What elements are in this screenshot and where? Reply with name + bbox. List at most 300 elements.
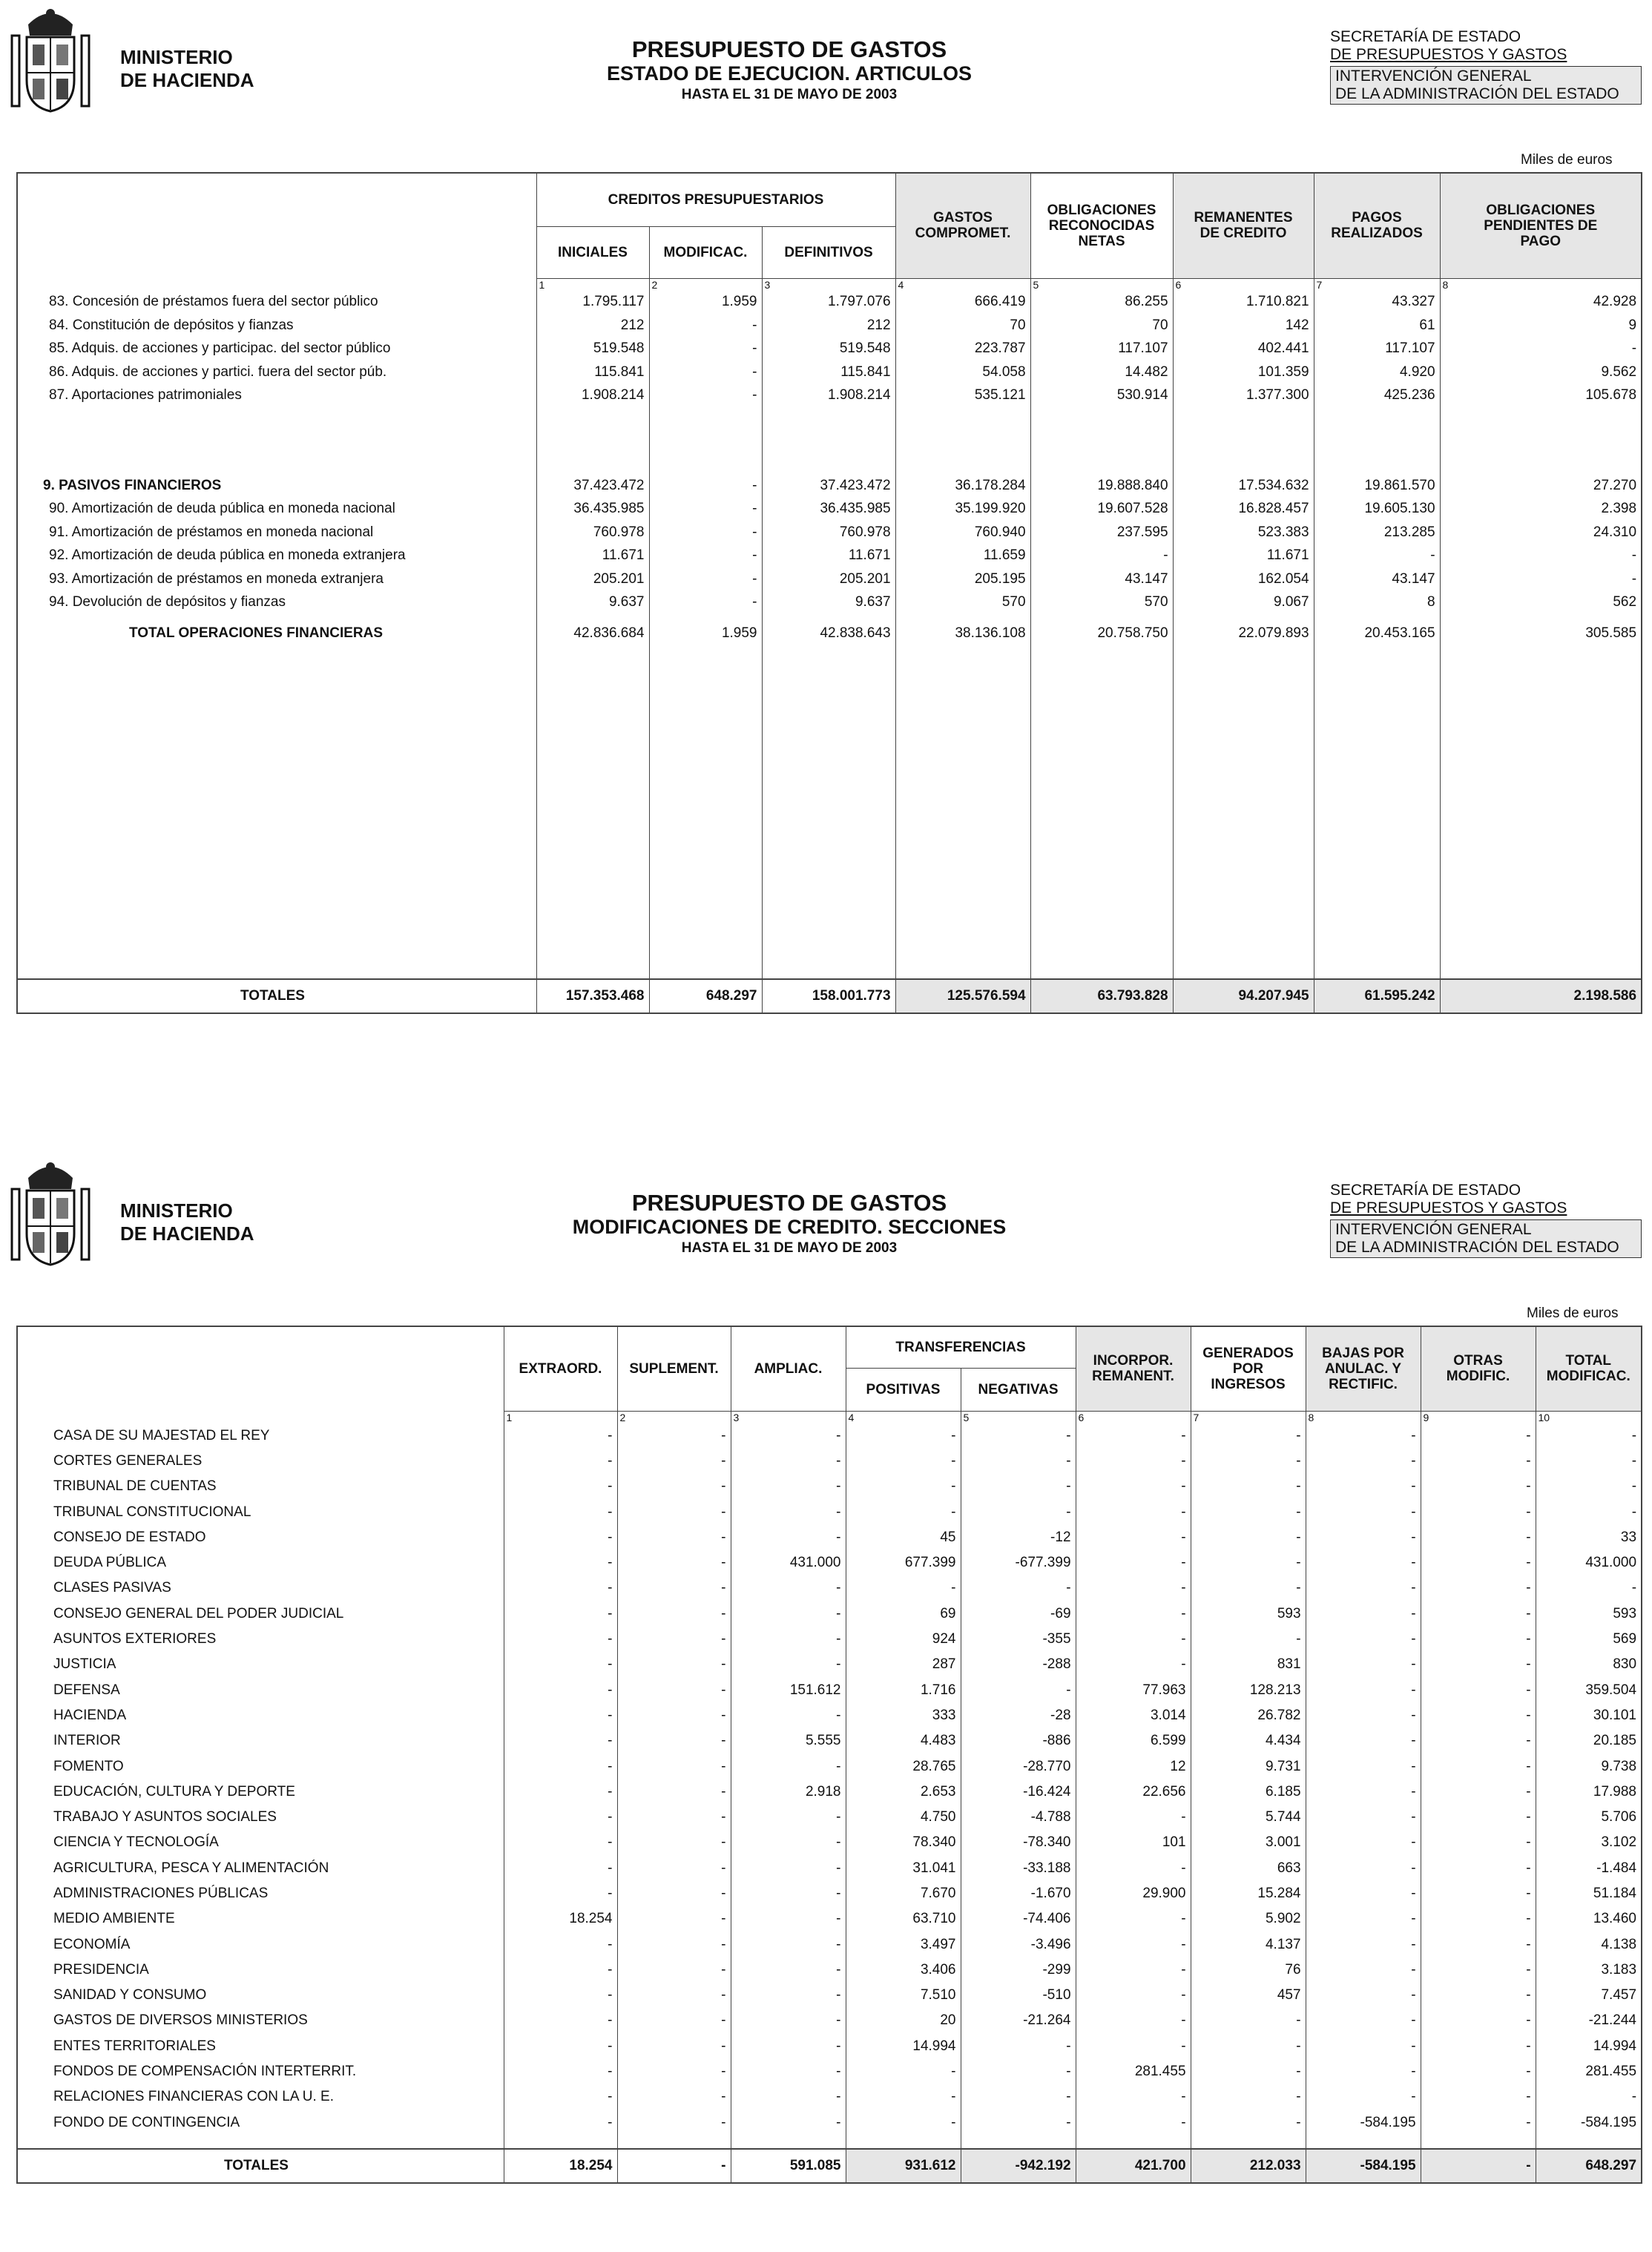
cell-value: 24.310 <box>1440 521 1642 544</box>
header-suplement: SUPLEMENT. <box>617 1326 731 1411</box>
table-row <box>17 1627 1642 1652</box>
cell-value: 457 <box>1191 1983 1306 2008</box>
cell-value: - <box>504 1881 617 1906</box>
header-modificac: MODIFICAC. <box>649 226 762 278</box>
cell-value: - <box>1076 2084 1191 2110</box>
cell-value: 1.716 <box>846 1677 961 1702</box>
totals-value: 61.595.242 <box>1314 979 1440 1013</box>
cell-value: - <box>504 1474 617 1499</box>
cell-value: - <box>504 1779 617 1805</box>
cell-value: 14.482 <box>1030 360 1173 384</box>
cell-value: 562 <box>1440 591 1642 615</box>
table-row <box>17 1677 1642 1702</box>
cell-value: -584.195 <box>1536 2110 1642 2136</box>
cell-value: - <box>617 1677 731 1702</box>
table-row <box>17 1805 1642 1830</box>
row-label: HACIENDA <box>53 1707 127 1723</box>
cell-value: - <box>1191 2059 1306 2084</box>
cell-value: 36.435.985 <box>762 498 895 521</box>
cell-value: 3.014 <box>1076 1703 1191 1728</box>
cell-value: - <box>1421 1601 1536 1627</box>
cell-value: - <box>1536 1499 1642 1524</box>
secretaria-block <box>1330 1182 1642 1258</box>
cell-value: 4.750 <box>846 1805 961 1830</box>
row-label: 83. Concesión de préstamos fuera del sector público <box>49 294 378 310</box>
cell-value: 5.744 <box>1191 1805 1306 1830</box>
cell-value: 14.994 <box>1536 2034 1642 2059</box>
cell-value: - <box>504 1652 617 1677</box>
spacer-row <box>17 407 1642 474</box>
totals-row <box>17 2149 1642 2183</box>
filler-row <box>17 645 1642 979</box>
cell-value: - <box>1421 1805 1536 1830</box>
cell-value: - <box>731 1856 846 1881</box>
cell-value: - <box>504 2059 617 2084</box>
cell-value: - <box>617 1652 731 1677</box>
cell-value: - <box>617 1779 731 1805</box>
totals-value: 591.085 <box>731 2149 846 2183</box>
cell-value: - <box>1076 1499 1191 1524</box>
cell-value: 9.738 <box>1536 1754 1642 1779</box>
cell-value: 4.137 <box>1191 1932 1306 1957</box>
table-row <box>17 1423 1642 1449</box>
cell-value: 760.940 <box>895 521 1030 544</box>
header-iniciales: INICIALES <box>536 226 649 278</box>
cell-value: 105.678 <box>1440 384 1642 408</box>
column-number: 5 <box>961 1411 1076 1423</box>
cell-value: 14.994 <box>846 2034 961 2059</box>
table-row <box>17 314 1642 338</box>
cell-value: - <box>1421 2059 1536 2084</box>
cell-value: 20 <box>846 2008 961 2033</box>
cell-value: -74.406 <box>961 1906 1076 1932</box>
cell-value: - <box>1306 1499 1421 1524</box>
table-row <box>17 1856 1642 1881</box>
cell-value: - <box>649 591 762 615</box>
column-number: 6 <box>1076 1411 1191 1423</box>
cell-value: - <box>1306 1474 1421 1499</box>
cell-value: - <box>1536 1449 1642 1474</box>
row-label: FOMENTO <box>53 1758 124 1774</box>
column-number-row <box>17 278 1642 291</box>
row-label: TRIBUNAL DE CUENTAS <box>53 1478 217 1495</box>
filler-row <box>17 2136 1642 2149</box>
cell-value: - <box>1421 2034 1536 2059</box>
cell-value: 9.637 <box>762 591 895 615</box>
cell-value: - <box>731 1474 846 1499</box>
cell-value: -21.244 <box>1536 2008 1642 2033</box>
cell-value: - <box>1421 1958 1536 1983</box>
cell-value: 43.327 <box>1314 291 1440 315</box>
cell-value: - <box>1076 1805 1191 1830</box>
cell-value: - <box>649 384 762 408</box>
header-ampliac: AMPLIAC. <box>731 1326 846 1411</box>
table-row <box>17 591 1642 615</box>
cell-value: 530.914 <box>1030 384 1173 408</box>
cell-value: 760.978 <box>762 521 895 544</box>
cell-value: - <box>617 2008 731 2033</box>
column-number: 8 <box>1306 1411 1421 1423</box>
row-label: FONDO DE CONTINGENCIA <box>53 2114 240 2130</box>
cell-value: 4.138 <box>1536 1932 1642 1957</box>
cell-value: - <box>617 2034 731 2059</box>
row-label: ASUNTOS EXTERIORES <box>53 1631 217 1647</box>
cell-value: 6.599 <box>1076 1728 1191 1754</box>
cell-value: - <box>846 2110 961 2136</box>
secretaria-line2: DE PRESUPUESTOS Y GASTOS <box>1330 46 1567 63</box>
cell-value: -78.340 <box>961 1830 1076 1855</box>
cell-value: - <box>617 1881 731 1906</box>
cell-value: -886 <box>961 1728 1076 1754</box>
cell-value: - <box>1421 1856 1536 1881</box>
cell-value: 45 <box>846 1525 961 1550</box>
coat-of-arms-icon <box>6 1159 95 1271</box>
table-row <box>17 1983 1642 2008</box>
cell-value: - <box>731 2034 846 2059</box>
cell-value: - <box>617 1449 731 1474</box>
cell-value: - <box>1421 1525 1536 1550</box>
cell-value: 213.285 <box>1314 521 1440 544</box>
row-label: TOTAL OPERACIONES FINANCIERAS <box>129 625 384 641</box>
units-label: Miles de euros <box>1521 152 1613 168</box>
cell-value: -3.496 <box>961 1932 1076 1957</box>
column-number: 8 <box>1440 278 1642 291</box>
cell-value: 3.183 <box>1536 1958 1642 1983</box>
cell-value: 431.000 <box>731 1550 846 1576</box>
page-execution-articles <box>0 0 1652 1098</box>
cell-value: 830 <box>1536 1652 1642 1677</box>
cell-value: - <box>961 2084 1076 2110</box>
cell-value: 2.918 <box>731 1779 846 1805</box>
cell-value: - <box>617 1703 731 1728</box>
cell-value: -1.670 <box>961 1881 1076 1906</box>
cell-value: - <box>1421 1779 1536 1805</box>
cell-value: - <box>1076 1474 1191 1499</box>
cell-value: - <box>1421 1677 1536 1702</box>
cell-value: - <box>649 314 762 338</box>
cell-value: - <box>1421 1499 1536 1524</box>
cell-value: 9.067 <box>1173 591 1314 615</box>
intervencion-line2: DE LA ADMINISTRACIÓN DEL ESTADO <box>1335 85 1619 102</box>
page-credit-modifications <box>0 1146 1652 2252</box>
cell-value: - <box>649 544 762 568</box>
cell-value: 63.710 <box>846 1906 961 1932</box>
header-otras: OTRAS MODIFIC. <box>1421 1326 1536 1411</box>
cell-value: 11.671 <box>762 544 895 568</box>
page-title: PRESUPUESTO DE GASTOS <box>631 1190 947 1216</box>
row-label: ENTES TERRITORIALES <box>53 2038 216 2054</box>
row-label: 87. Aportaciones patrimoniales <box>49 387 242 404</box>
cell-value: 11.659 <box>895 544 1030 568</box>
header-negativas: NEGATIVAS <box>961 1368 1076 1411</box>
cell-value: - <box>1306 1881 1421 1906</box>
cell-value: - <box>1076 1449 1191 1474</box>
column-number: 2 <box>649 278 762 291</box>
cell-value: 1.710.821 <box>1173 291 1314 315</box>
cell-value: 2.653 <box>846 1779 961 1805</box>
cell-value: 31.041 <box>846 1856 961 1881</box>
column-number: 4 <box>846 1411 961 1423</box>
title-block <box>530 37 1049 104</box>
cell-value: - <box>1306 1906 1421 1932</box>
cell-value: -288 <box>961 1652 1076 1677</box>
cell-value: - <box>846 1499 961 1524</box>
cell-value: 151.612 <box>731 1677 846 1702</box>
intervencion-line2: DE LA ADMINISTRACIÓN DEL ESTADO <box>1335 1239 1619 1256</box>
cell-value: - <box>846 1449 961 1474</box>
cell-value: 20.185 <box>1536 1728 1642 1754</box>
table-row <box>17 474 1642 498</box>
cell-value: 115.841 <box>762 360 895 384</box>
title-block <box>530 1191 1049 1257</box>
cell-value: 11.671 <box>536 544 649 568</box>
cell-value: 1.797.076 <box>762 291 895 315</box>
cell-value: - <box>504 1932 617 1957</box>
table-row <box>17 2008 1642 2033</box>
cell-value: 38.136.108 <box>895 622 1030 645</box>
table-row <box>17 544 1642 568</box>
cell-value: -4.788 <box>961 1805 1076 1830</box>
cell-value: 287 <box>846 1652 961 1677</box>
cell-value: - <box>1421 1576 1536 1601</box>
table-row <box>17 2059 1642 2084</box>
totals-value: - <box>1421 2149 1536 2183</box>
row-label: JUSTICIA <box>53 1656 116 1673</box>
cell-value: - <box>1306 1932 1421 1957</box>
intervencion-line1: INTERVENCIÓN GENERAL <box>1335 1221 1532 1238</box>
cell-value: - <box>1440 567 1642 591</box>
totals-value: -942.192 <box>961 2149 1076 2183</box>
cell-value: - <box>504 1423 617 1449</box>
cell-value: 42.928 <box>1440 291 1642 315</box>
cell-value: 4.920 <box>1314 360 1440 384</box>
cell-value: - <box>731 2059 846 2084</box>
cell-value: - <box>846 1576 961 1601</box>
row-label: AGRICULTURA, PESCA Y ALIMENTACIÓN <box>53 1860 329 1876</box>
row-label: 92. Amortización de deuda pública en moneda extranjera <box>49 547 406 564</box>
execution-table <box>16 172 1642 1014</box>
cell-value: 27.270 <box>1440 474 1642 498</box>
cell-value: 570 <box>895 591 1030 615</box>
cell-value: - <box>731 1932 846 1957</box>
cell-value: - <box>731 1906 846 1932</box>
row-label: CONSEJO GENERAL DEL PODER JUDICIAL <box>53 1605 344 1621</box>
cell-value: - <box>617 1906 731 1932</box>
cell-value: - <box>731 1576 846 1601</box>
row-label: 90. Amortización de deuda pública en moneda nacional <box>49 501 395 517</box>
cell-value: - <box>1536 2084 1642 2110</box>
cell-value: - <box>961 1474 1076 1499</box>
ministry-name: MINISTERIO DE HACIENDA <box>120 1199 254 1245</box>
cell-value: - <box>1191 1423 1306 1449</box>
cell-value: 593 <box>1191 1601 1306 1627</box>
row-label: INTERIOR <box>53 1733 121 1749</box>
row-label: 93. Amortización de préstamos en moneda extranjera <box>49 570 384 587</box>
cell-value: - <box>617 1627 731 1652</box>
table-row <box>17 1703 1642 1728</box>
column-number: 4 <box>895 278 1030 291</box>
cell-value: - <box>961 1449 1076 1474</box>
cell-value: 26.782 <box>1191 1703 1306 1728</box>
cell-value: - <box>617 2110 731 2136</box>
cell-value: - <box>1421 1932 1536 1957</box>
cell-value: -355 <box>961 1627 1076 1652</box>
table-row <box>17 1779 1642 1805</box>
cell-value: - <box>504 1754 617 1779</box>
column-number: 7 <box>1314 278 1440 291</box>
cell-value: 12 <box>1076 1754 1191 1779</box>
cell-value: - <box>617 1856 731 1881</box>
totals-value: 63.793.828 <box>1030 979 1173 1013</box>
cell-value: 1.959 <box>649 291 762 315</box>
row-label: CORTES GENERALES <box>53 1452 203 1469</box>
cell-value: - <box>1421 2110 1536 2136</box>
cell-value: 569 <box>1536 1627 1642 1652</box>
cell-value: - <box>731 1449 846 1474</box>
header-creditos: CREDITOS PRESUPUESTARIOS <box>536 173 895 226</box>
cell-value: - <box>504 1627 617 1652</box>
cell-value: - <box>649 498 762 521</box>
cell-value: - <box>1191 1627 1306 1652</box>
cell-value: - <box>731 1703 846 1728</box>
cell-value: - <box>617 1550 731 1576</box>
totals-label: TOTALES <box>17 979 536 1013</box>
row-label: SANIDAD Y CONSUMO <box>53 1987 207 2004</box>
column-number: 2 <box>617 1411 731 1423</box>
cell-value: - <box>1076 1958 1191 1983</box>
cell-value: - <box>504 2008 617 2033</box>
cell-value: 35.199.920 <box>895 498 1030 521</box>
cell-value: - <box>1191 1525 1306 1550</box>
cell-value: - <box>1191 2008 1306 2033</box>
cell-value: 677.399 <box>846 1550 961 1576</box>
cell-value: 205.201 <box>762 567 895 591</box>
row-label: CIENCIA Y TECNOLOGÍA <box>53 1834 219 1851</box>
cell-value: - <box>1191 2084 1306 2110</box>
cell-value: - <box>1306 1423 1421 1449</box>
cell-value: 101.359 <box>1173 360 1314 384</box>
cell-value: 7.457 <box>1536 1983 1642 2008</box>
cell-value: - <box>1076 1525 1191 1550</box>
table-row <box>17 1474 1642 1499</box>
cell-value: 20.758.750 <box>1030 622 1173 645</box>
cell-value: - <box>1076 2110 1191 2136</box>
cell-value: - <box>1191 1449 1306 1474</box>
cell-value: 3.102 <box>1536 1830 1642 1855</box>
totals-value: 94.207.945 <box>1173 979 1314 1013</box>
cell-value: 117.107 <box>1314 338 1440 361</box>
cell-value: 69 <box>846 1601 961 1627</box>
totals-value: 18.254 <box>504 2149 617 2183</box>
cell-value: 5.555 <box>731 1728 846 1754</box>
cell-value: - <box>731 1499 846 1524</box>
cell-value: 17.534.632 <box>1173 474 1314 498</box>
cell-value: 37.423.472 <box>536 474 649 498</box>
page-subtitle: ESTADO DE EJECUCION. ARTICULOS <box>606 62 973 85</box>
cell-value: - <box>846 2084 961 2110</box>
totals-value: 212.033 <box>1191 2149 1306 2183</box>
cell-value: 305.585 <box>1440 622 1642 645</box>
cell-value: 205.201 <box>536 567 649 591</box>
cell-value: - <box>1306 1627 1421 1652</box>
cell-value: - <box>1306 2084 1421 2110</box>
table-row <box>17 1728 1642 1754</box>
cell-value: -299 <box>961 1958 1076 1983</box>
cell-value: -21.264 <box>961 2008 1076 2033</box>
cell-value: - <box>617 1499 731 1524</box>
row-label: TRABAJO Y ASUNTOS SOCIALES <box>53 1809 277 1825</box>
totals-value: 2.198.586 <box>1440 979 1642 1013</box>
header-remanentes: REMANENTES DE CREDITO <box>1173 173 1314 278</box>
table-row <box>17 1906 1642 1932</box>
cell-value: 760.978 <box>536 521 649 544</box>
column-number: 1 <box>536 278 649 291</box>
header-pagos: PAGOS REALIZADOS <box>1314 173 1440 278</box>
cell-value: - <box>1306 1525 1421 1550</box>
cell-value: - <box>649 338 762 361</box>
cell-value: 519.548 <box>762 338 895 361</box>
cell-value: - <box>617 2084 731 2110</box>
cell-value: -12 <box>961 1525 1076 1550</box>
page-date: HASTA EL 31 DE MAYO DE 2003 <box>681 87 898 102</box>
cell-value: - <box>1076 1576 1191 1601</box>
table-row <box>17 1449 1642 1474</box>
cell-value: 2.398 <box>1440 498 1642 521</box>
cell-value: - <box>1306 1652 1421 1677</box>
cell-value: 19.888.840 <box>1030 474 1173 498</box>
cell-value: - <box>961 1677 1076 1702</box>
cell-value: - <box>617 1983 731 2008</box>
table-row <box>17 2110 1642 2136</box>
table-row <box>17 1601 1642 1627</box>
cell-value: 666.419 <box>895 291 1030 315</box>
row-label: RELACIONES FINANCIERAS CON LA U. E. <box>53 2089 334 2105</box>
cell-value: 142 <box>1173 314 1314 338</box>
cell-value: - <box>504 1550 617 1576</box>
cell-value: 831 <box>1191 1652 1306 1677</box>
table-row <box>17 521 1642 544</box>
cell-value: - <box>1030 544 1173 568</box>
cell-value: 37.423.472 <box>762 474 895 498</box>
cell-value: 70 <box>895 314 1030 338</box>
page-title: PRESUPUESTO DE GASTOS <box>631 36 947 62</box>
totals-value: 648.297 <box>1536 2149 1642 2183</box>
cell-value: - <box>731 1805 846 1830</box>
cell-value: - <box>1421 1906 1536 1932</box>
cell-value: 593 <box>1536 1601 1642 1627</box>
table-row <box>17 1958 1642 1983</box>
row-label: 85. Adquis. de acciones y participac. del sector público <box>49 340 391 357</box>
cell-value: - <box>1440 338 1642 361</box>
cell-value: -1.484 <box>1536 1856 1642 1881</box>
cell-value: - <box>731 1525 846 1550</box>
cell-value: - <box>649 567 762 591</box>
cell-value: - <box>504 1805 617 1830</box>
row-label: 86. Adquis. de acciones y partici. fuera del sector púb. <box>49 363 387 380</box>
row-label: GASTOS DE DIVERSOS MINISTERIOS <box>53 2012 308 2029</box>
header-extraord: EXTRAORD. <box>504 1326 617 1411</box>
cell-value: - <box>504 1576 617 1601</box>
cell-value: - <box>1421 1703 1536 1728</box>
cell-value: - <box>617 1601 731 1627</box>
modifications-table <box>16 1326 1642 2184</box>
cell-value: - <box>1306 1728 1421 1754</box>
cell-value: - <box>846 1423 961 1449</box>
cell-value: - <box>1421 2084 1536 2110</box>
cell-value: 15.284 <box>1191 1881 1306 1906</box>
cell-value: - <box>731 2084 846 2110</box>
cell-value: - <box>961 1499 1076 1524</box>
